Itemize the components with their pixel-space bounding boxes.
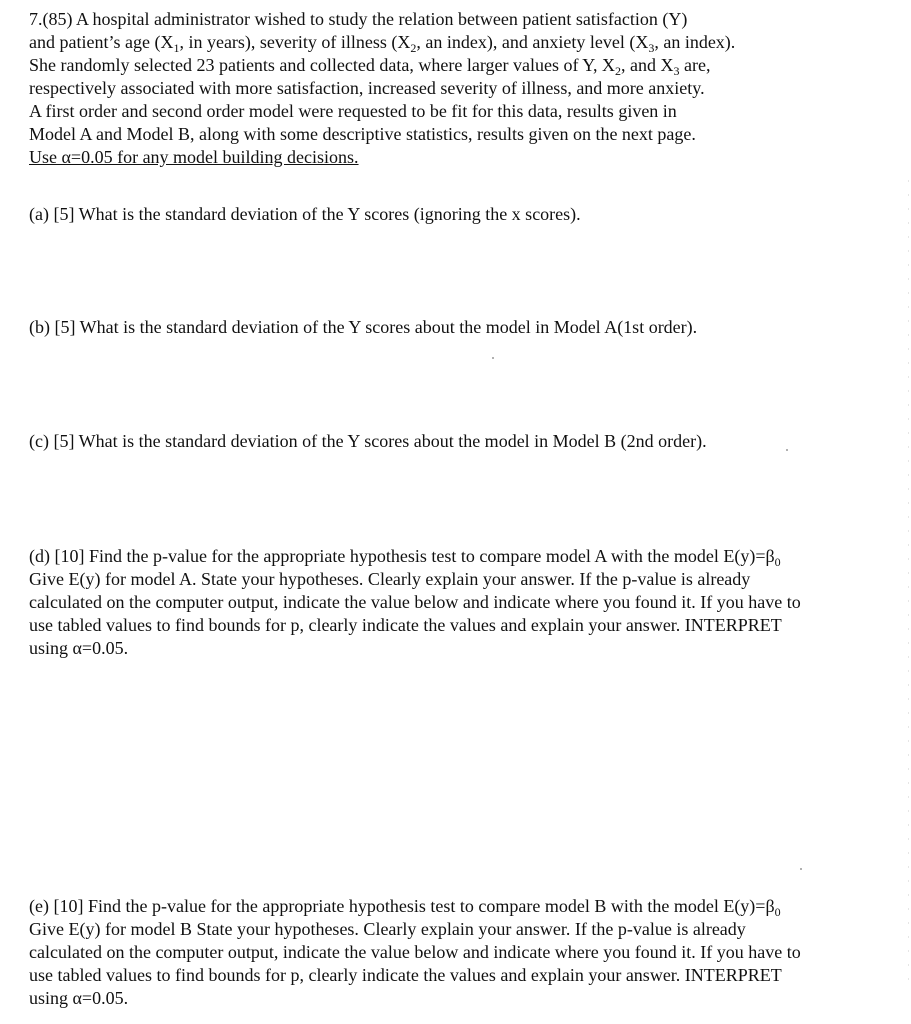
scan-speck: [492, 357, 494, 359]
subscript-x3-b: 3: [673, 64, 680, 78]
intro-line-3-part-c: are,: [679, 55, 711, 75]
intro-line-2-part-d: , an index).: [654, 32, 736, 52]
subscript-x2: 2: [410, 41, 417, 55]
intro-line-4: respectively associated with more satisfaction, increased severity of illness, and more anxiety.: [29, 78, 705, 98]
question-d-line-1: [29, 545, 889, 568]
subscript-beta0-e: 0: [774, 905, 781, 919]
question-a-text: (a) [5] What is the standard deviation of the Y scores (ignoring the x scores).: [29, 204, 581, 224]
question-d-line-3: calculated on the computer output, indicate the value below and indicate where you found it. If you have to: [29, 592, 801, 612]
subscript-x3: 3: [648, 41, 655, 55]
intro-line-5: A first order and second order model were requested to be fit for this data, results given in: [29, 101, 677, 121]
intro-line-3: [29, 54, 889, 77]
question-e-line-5: using α=0.05.: [29, 988, 129, 1008]
question-a: [29, 203, 889, 226]
question-e-line-1: [29, 895, 889, 918]
question-e-line-1-text: (e) [10] Find the p-value for the appropriate hypothesis test to compare model B with the model E(y)=β: [29, 896, 775, 916]
question-b: [29, 316, 889, 339]
question-c-text: (c) [5] What is the standard deviation of the Y scores about the model in Model B (2nd order).: [29, 431, 707, 451]
subscript-beta0-d: 0: [774, 555, 781, 569]
question-d-line-2: Give E(y) for model A. State your hypotheses. Clearly explain your answer. If the p-value is already: [29, 569, 751, 589]
alpha-instruction: Use α=0.05 for any model building decisions.: [29, 147, 359, 167]
question-e-line-2: Give E(y) for model B State your hypotheses. Clearly explain your answer. If the p-value is already: [29, 919, 746, 939]
question-e-line-4: use tabled values to find bounds for p, clearly indicate the values and explain your answer. INTERPRET: [29, 965, 782, 985]
question-d-line-1-text: (d) [10] Find the p-value for the appropriate hypothesis test to compare model A with the model E(y)=β: [29, 546, 775, 566]
scan-edge-noise: [908, 180, 909, 980]
question-d: [29, 545, 889, 660]
intro-line-1: 7.(85) A hospital administrator wished to study the relation between patient satisfaction (Y): [29, 9, 688, 29]
question-e-line-3: calculated on the computer output, indicate the value below and indicate where you found it. If you have to: [29, 942, 801, 962]
intro-line-6: Model A and Model B, along with some descriptive statistics, results given on the next page.: [29, 124, 696, 144]
intro-line-3-part-a: She randomly selected 23 patients and collected data, where larger values of Y, X: [29, 55, 615, 75]
intro-line-2-part-a: and patient’s age (X: [29, 32, 174, 52]
intro-line-2: [29, 31, 889, 54]
question-c: [29, 430, 889, 453]
intro-line-2-part-c: , an index), and anxiety level (X: [416, 32, 649, 52]
subscript-x2-b: 2: [614, 64, 621, 78]
scan-speck: [800, 868, 802, 870]
question-d-line-5: using α=0.05.: [29, 638, 129, 658]
question-e: [29, 895, 889, 1010]
scan-speck: [786, 449, 788, 451]
question-b-text: (b) [5] What is the standard deviation of the Y scores about the model in Model A(1st order).: [29, 317, 698, 337]
intro-line-2-part-b: , in years), severity of illness (X: [179, 32, 411, 52]
problem-statement: [29, 8, 889, 169]
subscript-x1: 1: [173, 41, 180, 55]
question-d-line-4: use tabled values to find bounds for p, clearly indicate the values and explain your answer. INTERPRET: [29, 615, 782, 635]
intro-line-3-part-b: , and X: [620, 55, 674, 75]
